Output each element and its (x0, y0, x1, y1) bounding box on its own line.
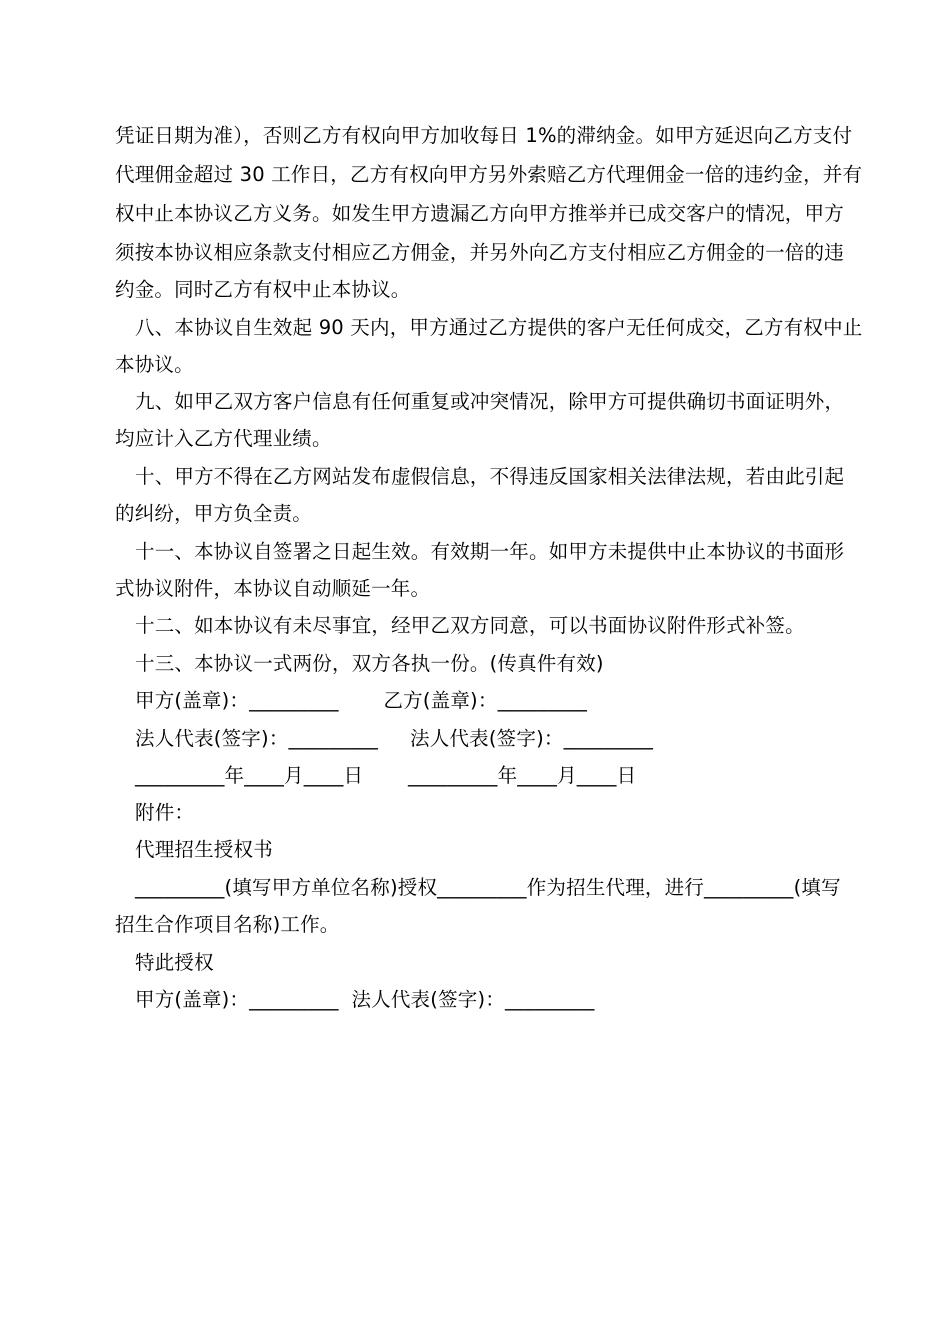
authorization-signature-line: 甲方(盖章)：_________ 法人代表(签字)：_________ (135, 988, 595, 1011)
attachment-title: 代理招生授权书 (135, 838, 273, 861)
authorization-line: 招生合作项目名称)工作。 (115, 913, 340, 936)
clause-9-line: 均应计入乙方代理业绩。 (115, 427, 332, 450)
paragraph-line: 须按本协议相应条款支付相应乙方佣金，并另外向乙方支付相应乙方佣金的一倍的违 (115, 241, 844, 264)
signature-date-line: _________年____月____日 _________年____月____日 (135, 764, 637, 787)
clause-13-line: 十三、本协议一式两份，双方各执一份。(传真件有效) (135, 652, 604, 675)
clause-12-line: 十二、如本协议有未尽事宜，经甲乙双方同意，可以书面协议附件形式补签。 (135, 614, 805, 637)
clause-11-line: 十一、本协议自签署之日起生效。有效期一年。如甲方未提供中止本协议的书面形 (135, 540, 845, 563)
signature-party-line: 甲方(盖章)：_________ 乙方(盖章)：_________ (135, 689, 588, 712)
clause-10-line: 十、甲方不得在乙方网站发布虚假信息，不得违反国家相关法律法规，若由此引起 (135, 465, 845, 488)
paragraph-line: 权中止本协议乙方义务。如发生甲方遗漏乙方向甲方推举并已成交客户的情况，甲方 (115, 202, 844, 225)
paragraph-line: 凭证日期为准），否则乙方有权向甲方加收每日 1%的滞纳金。如甲方延迟向乙方支付 (115, 124, 853, 147)
authorization-closing: 特此授权 (135, 951, 214, 974)
clause-9-line: 九、如甲乙双方客户信息有任何重复或冲突情况，除甲方可提供确切书面证明外， (135, 390, 845, 413)
authorization-line: _________(填写甲方单位名称)授权_________作为招生代理，进行_________(填写 (135, 876, 841, 899)
clause-11-line: 式协议附件，本协议自动顺延一年。 (115, 577, 431, 600)
clause-8-line: 八、本协议自生效起 90 天内，甲方通过乙方提供的客户无任何成交，乙方有权中止 (135, 316, 863, 339)
paragraph-line: 约金。同时乙方有权中止本协议。 (115, 278, 411, 301)
signature-legal-rep-line: 法人代表(签字)：_________ 法人代表(签字)：_________ (135, 727, 654, 750)
paragraph-line: 代理佣金超过 30 工作日，乙方有权向甲方另外索赔乙方代理佣金一倍的违约金，并有 (115, 163, 863, 186)
clause-8-line: 本协议。 (115, 353, 194, 376)
attachment-label: 附件： (135, 801, 195, 824)
clause-10-line: 的纠纷，甲方负全责。 (115, 502, 313, 525)
